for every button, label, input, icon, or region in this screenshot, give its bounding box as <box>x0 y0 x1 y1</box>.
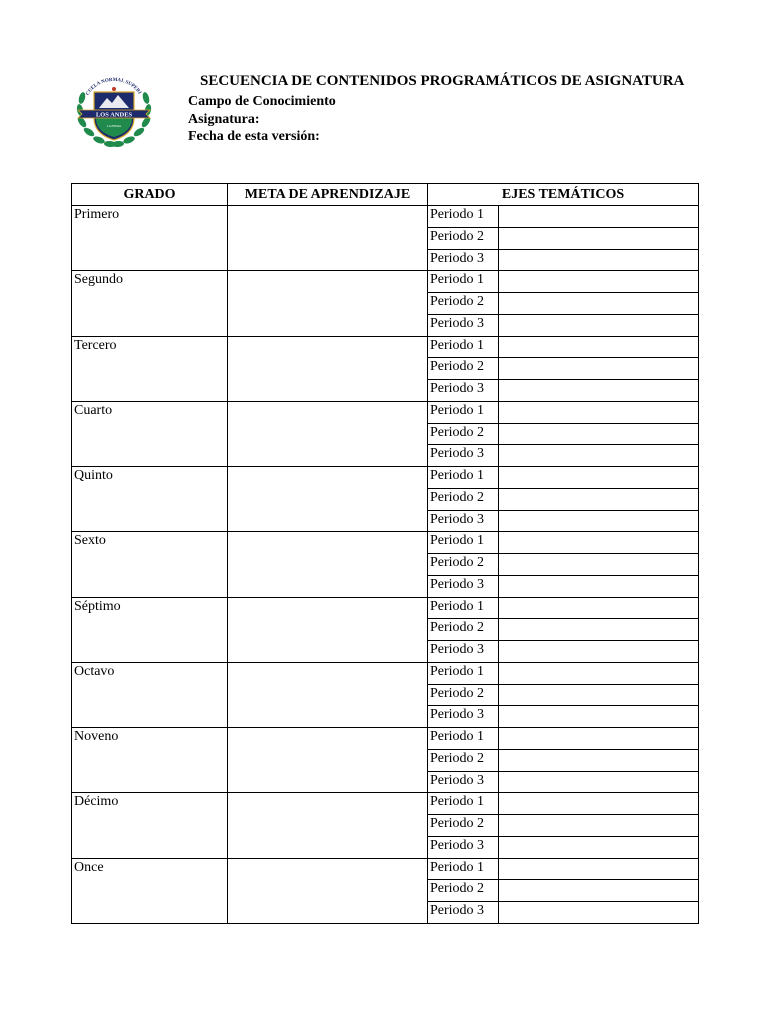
period-topic-cell[interactable] <box>499 445 699 467</box>
period-topic-cell[interactable] <box>499 597 699 619</box>
grade-cell: Noveno <box>72 728 228 793</box>
period-topic-cell[interactable] <box>499 771 699 793</box>
table-header-row <box>72 184 699 206</box>
period-label-cell: Periodo 2 <box>428 749 499 771</box>
field-asignatura: Asignatura: <box>188 111 260 127</box>
learning-goal-cell[interactable] <box>228 401 428 466</box>
period-topic-cell[interactable] <box>499 488 699 510</box>
period-topic-cell[interactable] <box>499 532 699 554</box>
document-title: SECUENCIA DE CONTENIDOS PROGRAMÁTICOS DE ASIGNATURA <box>200 73 685 89</box>
learning-goal-cell[interactable] <box>228 793 428 858</box>
period-label-cell: Periodo 3 <box>428 836 499 858</box>
table-row <box>72 206 699 228</box>
grade-cell: Séptimo <box>72 597 228 662</box>
learning-goal-cell[interactable] <box>228 597 428 662</box>
content-sequence-table <box>71 183 699 924</box>
period-topic-cell[interactable] <box>499 575 699 597</box>
learning-goal-cell[interactable] <box>228 336 428 401</box>
learning-goal-cell[interactable] <box>228 532 428 597</box>
learning-goal-cell[interactable] <box>228 858 428 923</box>
header-grado: GRADO <box>72 184 228 206</box>
period-label-cell: Periodo 3 <box>428 380 499 402</box>
header-ejes-tematicos: EJES TEMÁTICOS <box>428 184 699 206</box>
period-label-cell: Periodo 3 <box>428 314 499 336</box>
field-fecha-version: Fecha de esta versión: <box>188 129 320 144</box>
table-row <box>72 467 699 489</box>
grade-cell: Cuarto <box>72 401 228 466</box>
grade-cell: Primero <box>72 206 228 271</box>
table-row <box>72 662 699 684</box>
period-topic-cell[interactable] <box>499 728 699 750</box>
period-label-cell: Periodo 3 <box>428 510 499 532</box>
learning-goal-cell[interactable] <box>228 662 428 727</box>
header-meta-aprendizaje: META DE APRENDIZAJE <box>228 184 428 206</box>
period-label-cell: Periodo 1 <box>428 597 499 619</box>
period-label-cell: Periodo 2 <box>428 880 499 902</box>
period-topic-cell[interactable] <box>499 902 699 924</box>
period-topic-cell[interactable] <box>499 314 699 336</box>
period-label-cell: Periodo 2 <box>428 619 499 641</box>
document-meta-fields <box>188 93 336 146</box>
period-topic-cell[interactable] <box>499 227 699 249</box>
svg-text:ESCUELA NORMAL SUPERIOR: CUELA NORMAL SUPERI <box>85 77 142 97</box>
period-label-cell: Periodo 2 <box>428 488 499 510</box>
field-campo-conocimiento: Campo de Conocimiento <box>188 94 336 109</box>
period-topic-cell[interactable] <box>499 336 699 358</box>
period-label-cell: Periodo 3 <box>428 575 499 597</box>
period-topic-cell[interactable] <box>499 880 699 902</box>
grade-cell: Quinto <box>72 467 228 532</box>
svg-text:LOS ANDES: LOS ANDES <box>95 111 133 119</box>
period-topic-cell[interactable] <box>499 815 699 837</box>
period-label-cell: Periodo 1 <box>428 206 499 228</box>
learning-goal-cell[interactable] <box>228 206 428 271</box>
period-topic-cell[interactable] <box>499 423 699 445</box>
period-label-cell: Periodo 1 <box>428 858 499 880</box>
grade-cell: Once <box>72 858 228 923</box>
grade-cell: Tercero <box>72 336 228 401</box>
learning-goal-cell[interactable] <box>228 271 428 336</box>
table-row <box>72 401 699 423</box>
period-label-cell: Periodo 1 <box>428 467 499 489</box>
table-row <box>72 858 699 880</box>
period-label-cell: Periodo 2 <box>428 358 499 380</box>
table-row <box>72 271 699 293</box>
period-label-cell: Periodo 1 <box>428 271 499 293</box>
period-topic-cell[interactable] <box>499 749 699 771</box>
table-row <box>72 597 699 619</box>
period-label-cell: Periodo 3 <box>428 706 499 728</box>
period-topic-cell[interactable] <box>499 293 699 315</box>
table-row <box>72 336 699 358</box>
period-label-cell: Periodo 2 <box>428 684 499 706</box>
period-label-cell: Periodo 1 <box>428 728 499 750</box>
svg-text:LA FIRMA: LA FIRMA <box>106 124 122 128</box>
grade-cell: Segundo <box>72 271 228 336</box>
period-label-cell: Periodo 2 <box>428 815 499 837</box>
period-label-cell: Periodo 1 <box>428 336 499 358</box>
period-topic-cell[interactable] <box>499 662 699 684</box>
period-topic-cell[interactable] <box>499 271 699 293</box>
table-row <box>72 728 699 750</box>
period-label-cell: Periodo 1 <box>428 793 499 815</box>
period-topic-cell[interactable] <box>499 858 699 880</box>
period-label-cell: Periodo 1 <box>428 401 499 423</box>
school-crest-logo <box>72 70 156 150</box>
period-topic-cell[interactable] <box>499 206 699 228</box>
period-topic-cell[interactable] <box>499 706 699 728</box>
period-label-cell: Periodo 3 <box>428 445 499 467</box>
table-row <box>72 532 699 554</box>
period-topic-cell[interactable] <box>499 401 699 423</box>
period-topic-cell[interactable] <box>499 619 699 641</box>
period-topic-cell[interactable] <box>499 510 699 532</box>
period-topic-cell[interactable] <box>499 467 699 489</box>
table-row <box>72 793 699 815</box>
period-label-cell: Periodo 1 <box>428 662 499 684</box>
period-topic-cell[interactable] <box>499 249 699 271</box>
period-label-cell: Periodo 2 <box>428 227 499 249</box>
learning-goal-cell[interactable] <box>228 467 428 532</box>
grade-cell: Octavo <box>72 662 228 727</box>
grade-cell: Sexto <box>72 532 228 597</box>
period-topic-cell[interactable] <box>499 793 699 815</box>
period-label-cell: Periodo 3 <box>428 771 499 793</box>
learning-goal-cell[interactable] <box>228 728 428 793</box>
period-topic-cell[interactable] <box>499 358 699 380</box>
period-label-cell: Periodo 2 <box>428 423 499 445</box>
period-topic-cell[interactable] <box>499 380 699 402</box>
period-topic-cell[interactable] <box>499 684 699 706</box>
period-topic-cell[interactable] <box>499 641 699 663</box>
period-topic-cell[interactable] <box>499 554 699 576</box>
period-label-cell: Periodo 3 <box>428 249 499 271</box>
period-label-cell: Periodo 2 <box>428 554 499 576</box>
grade-cell: Décimo <box>72 793 228 858</box>
period-label-cell: Periodo 3 <box>428 641 499 663</box>
period-label-cell: Periodo 1 <box>428 532 499 554</box>
period-topic-cell[interactable] <box>499 836 699 858</box>
period-label-cell: Periodo 2 <box>428 293 499 315</box>
period-label-cell: Periodo 3 <box>428 902 499 924</box>
